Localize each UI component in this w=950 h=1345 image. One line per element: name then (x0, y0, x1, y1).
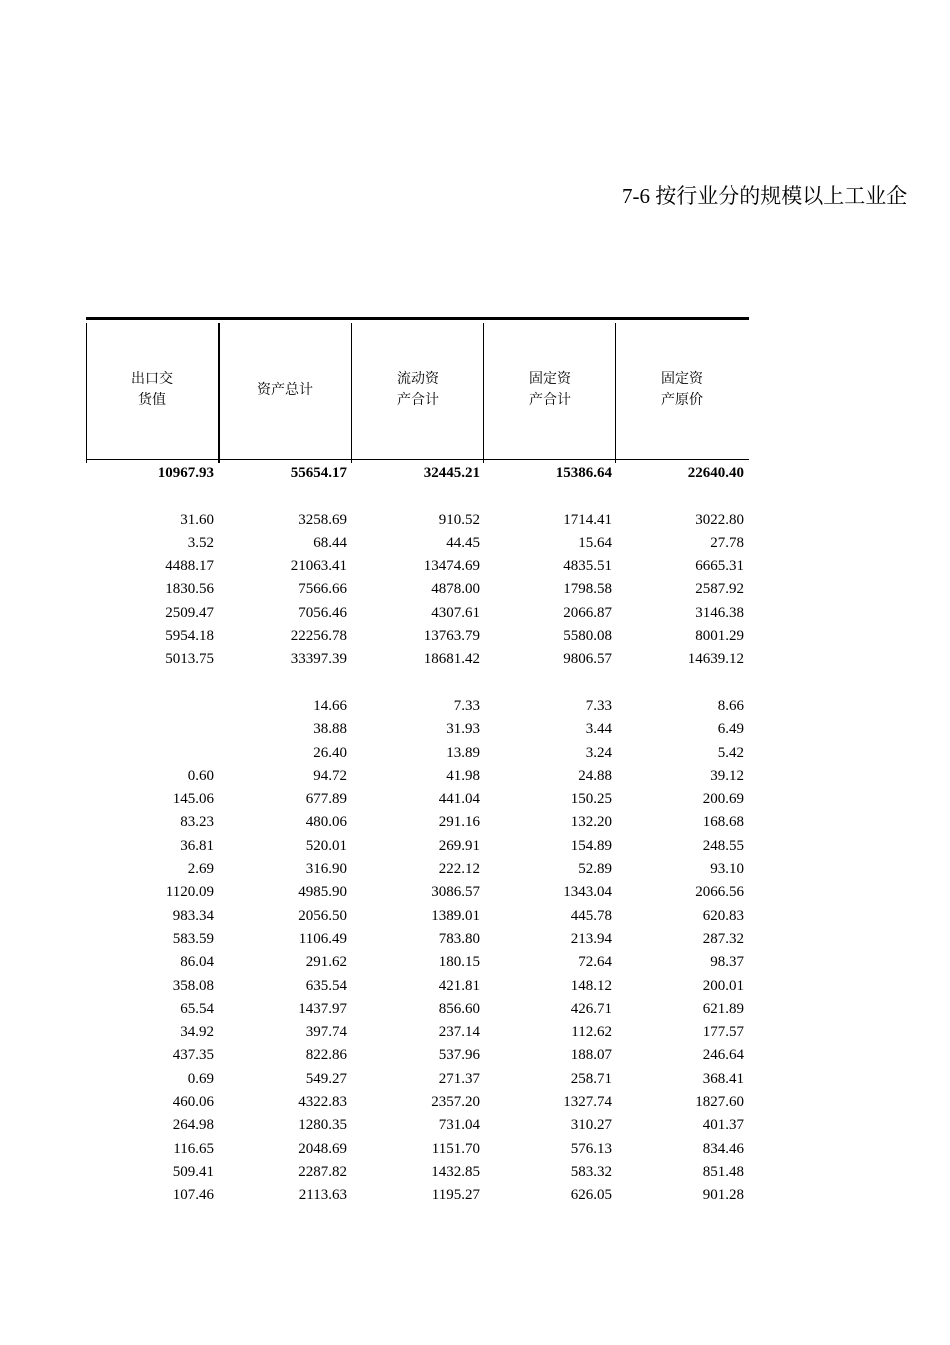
column-header-line: 固定资 (529, 371, 571, 387)
table-cell: 1151.70 (431, 1140, 480, 1157)
table-cell: 1827.60 (695, 1094, 744, 1111)
column-header-line: 出口交 (131, 371, 173, 387)
table-cell: 3.44 (585, 721, 612, 738)
table-cell: 583.59 (172, 930, 214, 947)
table-cell: 6665.31 (695, 558, 744, 575)
table-cell: 3258.69 (298, 511, 347, 528)
table-header (86, 317, 749, 460)
table-cell: 39.12 (710, 767, 744, 784)
table-row (86, 532, 749, 555)
table-cell: 14639.12 (687, 651, 744, 668)
table-cell: 583.32 (570, 1163, 612, 1180)
table-cell: 1120.09 (165, 884, 214, 901)
table-cell: 116.65 (173, 1140, 214, 1157)
table-cell: 86.04 (180, 954, 214, 971)
table-cell: 22640.40 (687, 465, 744, 481)
column-header (616, 320, 748, 460)
table-cell: 22256.78 (290, 628, 347, 645)
table-cell: 6.49 (717, 721, 744, 738)
table-cell: 4878.00 (431, 581, 480, 598)
table-cell: 213.94 (570, 930, 612, 947)
table-cell: 13474.69 (423, 558, 480, 575)
table-cell: 258.71 (570, 1070, 612, 1087)
table-cell: 15.64 (578, 534, 612, 551)
table-row (86, 695, 749, 718)
table-cell: 148.12 (570, 977, 612, 994)
column-header-line: 资产总计 (257, 381, 313, 398)
column-header (352, 320, 484, 460)
table-cell: 822.86 (305, 1047, 347, 1064)
table-row (86, 975, 749, 998)
table-cell: 4322.83 (298, 1094, 347, 1111)
table-cell: 901.28 (702, 1187, 744, 1204)
table-cell: 248.55 (702, 837, 744, 854)
table-cell: 36.81 (180, 837, 214, 854)
table-cell: 983.34 (172, 907, 214, 924)
table-cell: 2587.92 (695, 581, 744, 598)
table-cell: 7.33 (453, 697, 480, 714)
table-cell: 65.54 (180, 1000, 214, 1017)
column-header-line: 产合计 (397, 392, 439, 408)
table-cell: 246.64 (702, 1047, 744, 1064)
table-cell: 677.89 (305, 791, 347, 808)
table-cell: 856.60 (438, 1000, 480, 1017)
table-cell: 0.60 (187, 767, 214, 784)
table-cell: 426.71 (570, 1000, 612, 1017)
table-cell: 576.13 (570, 1140, 612, 1157)
table-cell: 310.27 (570, 1117, 612, 1134)
row-spacer (86, 485, 749, 508)
table-cell: 401.37 (702, 1117, 744, 1134)
table-cell: 13763.79 (423, 628, 480, 645)
table-row (86, 811, 749, 834)
table-row (86, 881, 749, 904)
table-cell: 52.89 (578, 861, 612, 878)
table-cell: 731.04 (438, 1117, 480, 1134)
table-cell: 910.52 (438, 511, 480, 528)
table-cell: 3086.57 (431, 884, 480, 901)
table-cell: 177.57 (702, 1024, 744, 1041)
table-cell: 1327.74 (563, 1094, 612, 1111)
table-cell: 1343.04 (563, 884, 612, 901)
table-cell: 2113.63 (298, 1187, 347, 1204)
table-cell: 271.37 (438, 1070, 480, 1087)
table-cell: 1798.58 (563, 581, 612, 598)
column-header (484, 320, 616, 460)
table-cell: 626.05 (570, 1187, 612, 1204)
table-cell: 222.12 (438, 861, 480, 878)
table-cell: 834.46 (702, 1140, 744, 1157)
table-cell: 4985.90 (298, 884, 347, 901)
table-cell: 441.04 (438, 791, 480, 808)
table-cell: 24.88 (578, 767, 612, 784)
table-cell: 5013.75 (165, 651, 214, 668)
table-cell: 200.69 (702, 791, 744, 808)
table-cell: 2287.82 (298, 1163, 347, 1180)
table-cell: 68.44 (313, 534, 347, 551)
table-cell: 32445.21 (423, 465, 480, 481)
table-cell: 188.07 (570, 1047, 612, 1064)
table-cell: 1280.35 (298, 1117, 347, 1134)
table-cell: 2066.56 (695, 884, 744, 901)
table-cell: 200.01 (702, 977, 744, 994)
table-row (86, 1184, 749, 1207)
table-cell: 31.60 (180, 511, 214, 528)
table-row (86, 788, 749, 811)
table-cell: 3.52 (187, 534, 214, 551)
table-row (86, 509, 749, 532)
table-cell: 4488.17 (165, 558, 214, 575)
table-cell: 3.24 (585, 744, 612, 761)
column-header-line: 产原价 (661, 392, 703, 408)
table-cell: 5.42 (717, 744, 744, 761)
table-row (86, 1114, 749, 1137)
table-cell: 98.37 (710, 954, 744, 971)
table-cell: 358.08 (172, 977, 214, 994)
table-cell: 27.78 (710, 534, 744, 551)
table-row (86, 858, 749, 881)
table-row (86, 1161, 749, 1184)
table-cell: 34.92 (180, 1024, 214, 1041)
table-cell: 549.27 (305, 1070, 347, 1087)
table-cell: 291.62 (305, 954, 347, 971)
table-cell: 41.98 (446, 767, 480, 784)
table-cell: 509.41 (172, 1163, 214, 1180)
table-cell: 7566.66 (298, 581, 347, 598)
table-cell: 1830.56 (165, 581, 214, 598)
table-cell: 26.40 (313, 744, 347, 761)
table-row (86, 905, 749, 928)
table-cell: 0.69 (187, 1070, 214, 1087)
table-cell: 93.10 (710, 861, 744, 878)
table-cell: 437.35 (172, 1047, 214, 1064)
table-cell: 316.90 (305, 861, 347, 878)
table-cell: 1389.01 (431, 907, 480, 924)
table-row (86, 1044, 749, 1067)
table-cell: 83.23 (180, 814, 214, 831)
table-cell: 132.20 (570, 814, 612, 831)
table-cell: 7056.46 (298, 604, 347, 621)
table-cell: 18681.42 (423, 651, 480, 668)
column-header (219, 320, 351, 460)
table-cell: 621.89 (702, 1000, 744, 1017)
column-header-line: 固定资 (661, 371, 703, 387)
table-cell: 2357.20 (431, 1094, 480, 1111)
table-cell: 368.41 (702, 1070, 744, 1087)
table-cell: 2048.69 (298, 1140, 347, 1157)
table-cell: 2056.50 (298, 907, 347, 924)
table-cell: 13.89 (446, 744, 480, 761)
table-cell: 2509.47 (165, 604, 214, 621)
table-cell: 94.72 (313, 767, 347, 784)
table-cell: 44.45 (446, 534, 480, 551)
table-row (86, 765, 749, 788)
table-cell: 1714.41 (563, 511, 612, 528)
table-cell: 112.62 (571, 1024, 612, 1041)
table-cell: 287.32 (702, 930, 744, 947)
table-row (86, 1091, 749, 1114)
table-row (86, 928, 749, 951)
table-cell: 421.81 (438, 977, 480, 994)
table-cell: 145.06 (172, 791, 214, 808)
table-cell: 783.80 (438, 930, 480, 947)
table-cell: 14.66 (313, 697, 347, 714)
page-title: 7-6 按行业分的规模以上工业企 (622, 184, 908, 208)
table-cell: 2.69 (187, 861, 214, 878)
column-header-line: 货值 (138, 392, 166, 408)
table-cell: 21063.41 (290, 558, 347, 575)
table-body (86, 462, 749, 1208)
table-row (86, 1068, 749, 1091)
table-row (86, 742, 749, 765)
table-cell: 55654.17 (290, 465, 347, 481)
table-row (86, 835, 749, 858)
table-cell: 107.46 (172, 1187, 214, 1204)
row-spacer (86, 672, 749, 695)
table-cell: 15386.64 (555, 465, 612, 481)
column-header-line: 产合计 (529, 392, 571, 408)
table-cell: 168.68 (702, 814, 744, 831)
table-cell: 72.64 (578, 954, 612, 971)
table-cell: 31.93 (446, 721, 480, 738)
table-row (86, 1138, 749, 1161)
table-cell: 397.74 (305, 1024, 347, 1041)
table-cell: 460.06 (172, 1094, 214, 1111)
table-cell: 8.66 (717, 697, 744, 714)
table-cell: 851.48 (702, 1163, 744, 1180)
table-cell: 7.33 (585, 697, 612, 714)
column-header (86, 320, 218, 460)
table-cell: 5580.08 (563, 628, 612, 645)
table-cell: 150.25 (570, 791, 612, 808)
table-cell: 1106.49 (298, 930, 347, 947)
table-cell: 33397.39 (290, 651, 347, 668)
table-cell: 445.78 (570, 907, 612, 924)
table-cell: 237.14 (438, 1024, 480, 1041)
table-cell: 620.83 (702, 907, 744, 924)
table-cell: 3146.38 (695, 604, 744, 621)
table-cell: 4307.61 (431, 604, 480, 621)
table-cell: 480.06 (305, 814, 347, 831)
table-cell: 2066.87 (563, 604, 612, 621)
table-row (86, 718, 749, 741)
table-row (86, 602, 749, 625)
table-cell: 4835.51 (563, 558, 612, 575)
table-cell: 291.16 (438, 814, 480, 831)
table-cell: 1432.85 (431, 1163, 480, 1180)
table-cell: 8001.29 (695, 628, 744, 645)
column-header-line: 流动资 (397, 371, 439, 387)
table-row (86, 648, 749, 671)
total-row (86, 462, 749, 485)
table-cell: 264.98 (172, 1117, 214, 1134)
table-cell: 5954.18 (165, 628, 214, 645)
table-cell: 635.54 (305, 977, 347, 994)
table-cell: 10967.93 (157, 465, 214, 481)
table-cell: 38.88 (313, 721, 347, 738)
table-cell: 154.89 (570, 837, 612, 854)
table-row (86, 578, 749, 601)
table-cell: 180.15 (438, 954, 480, 971)
table-row (86, 998, 749, 1021)
table-cell: 9806.57 (563, 651, 612, 668)
table-row (86, 951, 749, 974)
table-row (86, 555, 749, 578)
table-cell: 537.96 (438, 1047, 480, 1064)
table-cell: 3022.80 (695, 511, 744, 528)
table-row (86, 625, 749, 648)
table-cell: 1195.27 (431, 1187, 480, 1204)
table-row (86, 1021, 749, 1044)
table-cell: 269.91 (438, 837, 480, 854)
table-cell: 520.01 (305, 837, 347, 854)
table-cell: 1437.97 (298, 1000, 347, 1017)
